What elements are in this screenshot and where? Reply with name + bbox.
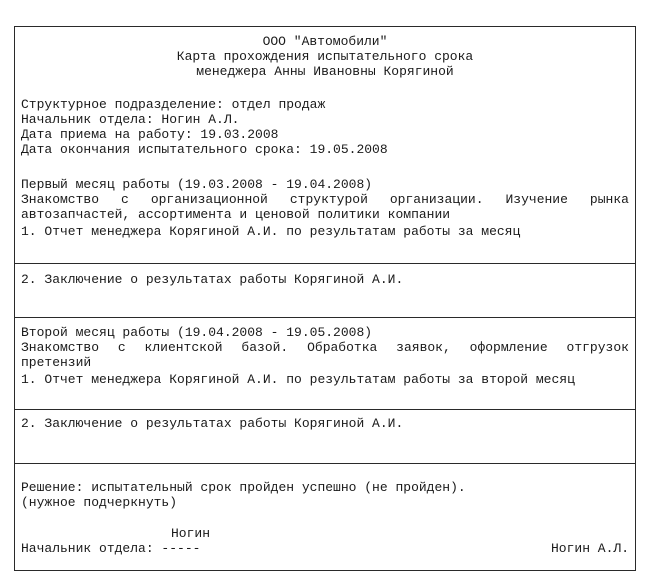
end-date-line: Дата окончания испытательного срока: 19.05.2008	[21, 142, 388, 157]
head-line: Начальник отдела: Ногин А.Л.	[21, 112, 240, 127]
section-second-month	[15, 318, 635, 410]
section-conclusion-1	[15, 264, 635, 318]
month2-task-line2: претензий	[21, 355, 92, 370]
section-conclusion-2	[15, 410, 635, 464]
hire-date-line: Дата приема на работу: 19.03.2008	[21, 127, 279, 142]
conclusion-2: 2. Заключение о результатах работы Корягиной А.И.	[21, 416, 404, 431]
month1-report: 1. Отчет менеджера Корягиной А.И. по результатам работы за месяц	[21, 224, 521, 239]
month2-report: 1. Отчет менеджера Корягиной А.И. по результатам работы за второй месяц	[21, 372, 575, 387]
month1-heading: Первый месяц работы (19.03.2008 - 19.04.2008)	[21, 177, 373, 192]
probation-card	[14, 26, 636, 571]
section-first-month	[15, 27, 635, 264]
month2-heading: Второй месяц работы (19.04.2008 - 19.05.2008)	[21, 325, 373, 340]
signature-name: Ногин	[171, 526, 211, 541]
month2-task-line1: Знакомство с клиентской базой. Обработка заявок, оформление отгрузок	[21, 340, 629, 355]
signature-right: Ногин А.Л.	[550, 541, 629, 556]
company-name: ООО "Автомобили"	[262, 34, 388, 49]
document-title: Карта прохождения испытательного срока	[176, 49, 474, 64]
decision-text: Решение: испытательный срок пройден успешно (не пройден).	[21, 480, 466, 495]
month1-task-line2: автозапчастей, ассортимента и ценовой политики компании	[21, 207, 451, 222]
decision-note: (нужное подчеркнуть)	[21, 495, 178, 510]
conclusion-1: 2. Заключение о результатах работы Корягиной А.И.	[21, 272, 404, 287]
section-decision	[15, 464, 635, 570]
division-line: Структурное подразделение: отдел продаж	[21, 97, 326, 112]
month1-task-line1: Знакомство с организационной структурой организации. Изучение рынка	[21, 192, 629, 207]
document-subtitle: менеджера Анны Ивановны Корягиной	[196, 64, 454, 79]
signature-label: Начальник отдела: -----	[21, 541, 201, 556]
